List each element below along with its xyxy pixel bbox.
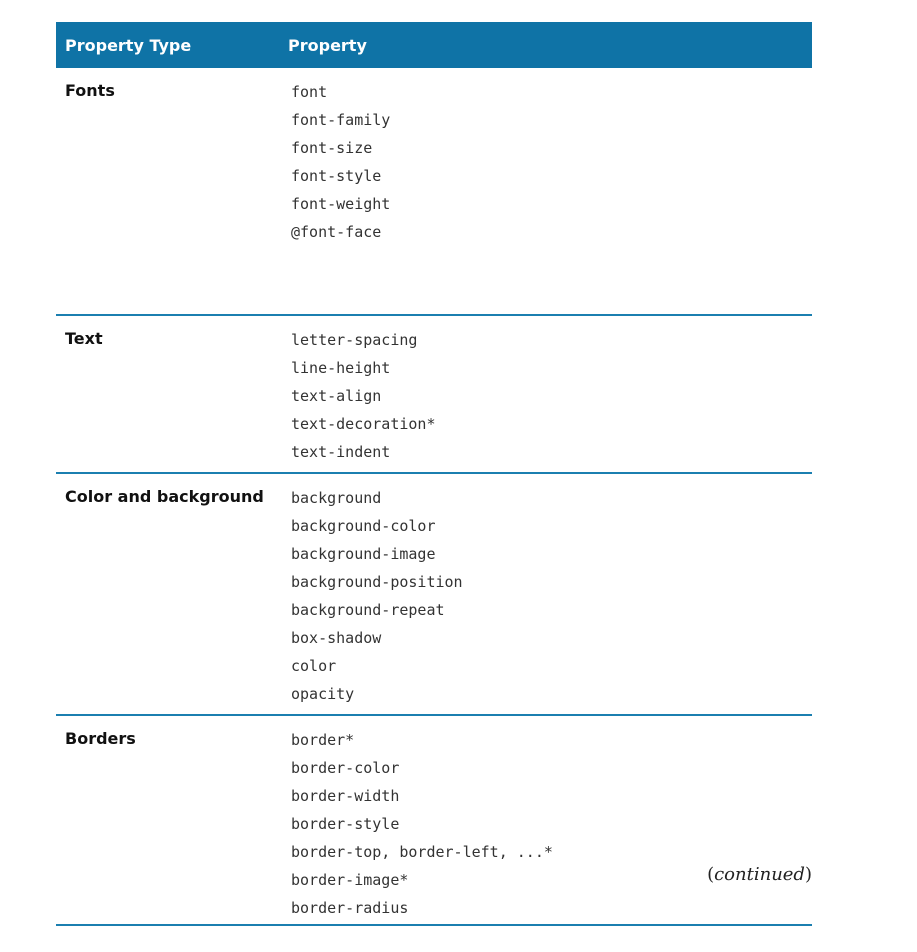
continued-close-paren: ) bbox=[804, 864, 812, 885]
property-item: font-weight bbox=[291, 195, 391, 213]
property-item: color bbox=[291, 657, 337, 675]
group-borders bbox=[56, 716, 812, 926]
property-item: box-shadow bbox=[291, 629, 382, 647]
header-property-type: Property Type bbox=[65, 35, 192, 55]
property-item: font-size bbox=[291, 139, 373, 157]
property-item: border-radius bbox=[291, 899, 409, 917]
property-item: border-style bbox=[291, 815, 400, 833]
property-item: border-width bbox=[291, 787, 400, 805]
property-type-fonts: Fonts bbox=[65, 81, 115, 100]
property-item: text-decoration* bbox=[291, 415, 436, 433]
property-item: background-position bbox=[291, 573, 463, 591]
header-property: Property bbox=[288, 35, 367, 55]
property-item: text-indent bbox=[291, 443, 391, 461]
property-type-borders: Borders bbox=[65, 729, 136, 748]
property-type-text: Text bbox=[65, 329, 103, 348]
continued-note bbox=[56, 864, 812, 885]
property-item: letter-spacing bbox=[291, 331, 418, 349]
property-item: @font-face bbox=[291, 223, 382, 241]
property-item: background-image bbox=[291, 545, 436, 563]
property-item: border-color bbox=[291, 759, 400, 777]
property-item: text-align bbox=[291, 387, 382, 405]
group-fonts bbox=[56, 68, 812, 316]
property-item: border* bbox=[291, 731, 355, 749]
property-item: font bbox=[291, 83, 328, 101]
property-list-borders bbox=[282, 730, 553, 916]
table-header bbox=[56, 22, 812, 68]
group-color-and-background bbox=[56, 474, 812, 716]
continued-open-paren: ( bbox=[707, 864, 715, 885]
group-text bbox=[56, 316, 812, 474]
property-item: background-repeat bbox=[291, 601, 445, 619]
property-item: opacity bbox=[291, 685, 355, 703]
css-properties-table bbox=[56, 22, 812, 926]
property-type-color-and-background: Color and background bbox=[65, 487, 264, 506]
property-list-text bbox=[282, 330, 436, 464]
property-item: background bbox=[291, 489, 382, 507]
property-list-color-and-background bbox=[282, 488, 463, 706]
property-item: font-family bbox=[291, 111, 391, 129]
property-item: line-height bbox=[291, 359, 391, 377]
property-item: background-color bbox=[291, 517, 436, 535]
continued-label: continued bbox=[714, 864, 805, 885]
property-item: border-image* bbox=[291, 871, 409, 889]
property-list-fonts bbox=[282, 82, 390, 306]
property-item: font-style bbox=[291, 167, 382, 185]
property-item: border-top, border-left, ...* bbox=[291, 843, 553, 861]
